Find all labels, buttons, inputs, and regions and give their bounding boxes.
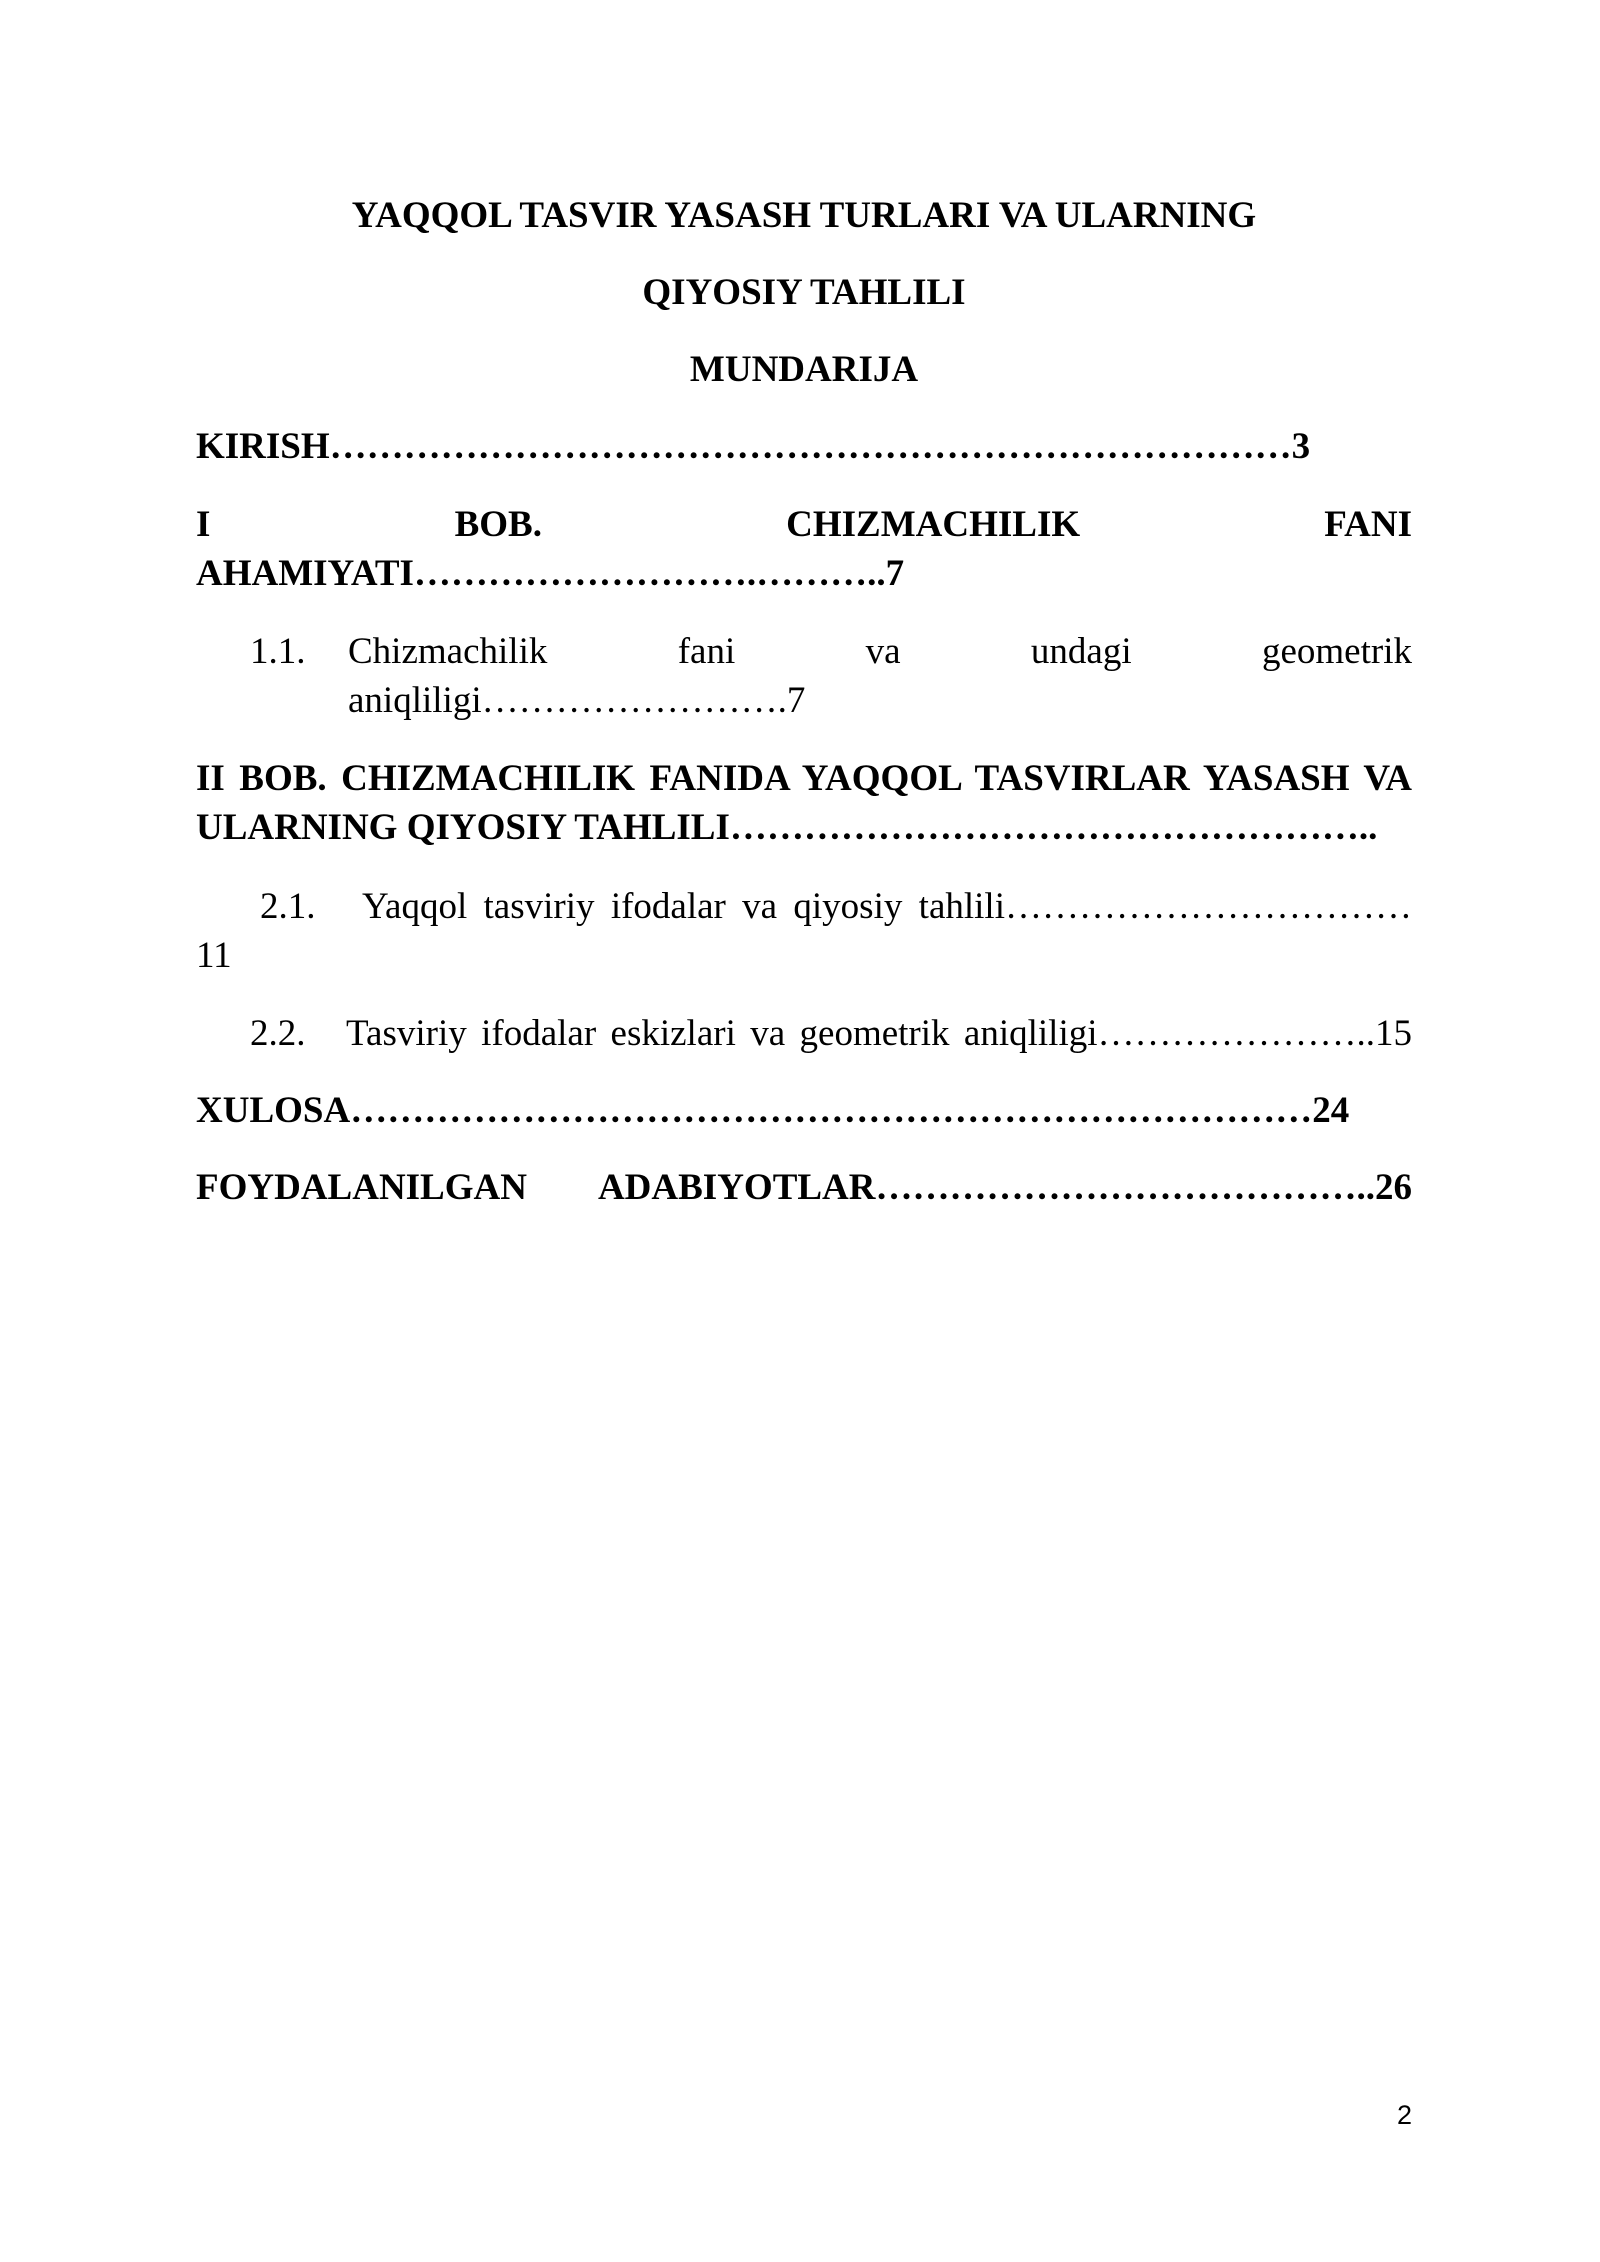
toc-entry-bob1-line2: AHAMIYATI……………………….………..7 bbox=[196, 553, 905, 594]
toc-word: I bbox=[196, 504, 211, 545]
toc-entry-xulosa: XULOSA……………………………………………………………………24 bbox=[196, 1090, 1350, 1131]
toc-heading: MUNDARIJA bbox=[689, 349, 919, 390]
toc-section-number: 1.1. bbox=[250, 631, 306, 672]
toc-entry-1-1-line2: aniqliligi…………………….7 bbox=[348, 680, 806, 721]
page-number: 2 bbox=[1396, 2100, 1412, 2130]
toc-entry-bob1-line1 bbox=[196, 500, 1412, 549]
toc-word: undagi bbox=[1030, 631, 1132, 672]
toc-word: fani bbox=[677, 631, 736, 672]
toc-section-number: 2.1. bbox=[260, 886, 316, 927]
toc-entry-1-1-line1 bbox=[348, 627, 1412, 676]
toc-word: CHIZMACHILIK bbox=[786, 504, 1081, 545]
toc-entry-adabiyotlar: FOYDALANILGAN ADABIYOTLAR…………………………………..26 bbox=[196, 1167, 1412, 1208]
toc-entry-2-1-line1: Yaqqol tasviriy ifodalar va qiyosiy tahlili…………………………… bbox=[362, 886, 1412, 927]
document-title-line1: YAQQOL TASVIR YASASH TURLARI VA ULARNING bbox=[351, 195, 1257, 236]
toc-entry-kirish: KIRISH……………………………………………………………………3 bbox=[196, 426, 1311, 467]
toc-word: BOB. bbox=[454, 504, 542, 545]
toc-section-number: 2.2. bbox=[250, 1013, 306, 1054]
document-title-line2: QIYOSIY TAHLILI bbox=[642, 272, 966, 313]
toc-word: va bbox=[865, 631, 901, 672]
toc-word: FANI bbox=[1324, 504, 1412, 545]
toc-entry-2-2: Tasviriy ifodalar eskizlari va geometrik aniqliligi…………………..15 bbox=[346, 1013, 1412, 1054]
toc-word: geometrik bbox=[1261, 631, 1412, 672]
toc-entry-bob2-line2: ULARNING QIYOSIY TAHLILI…………………………………………….. bbox=[196, 807, 1378, 848]
toc-entry-bob2-line1: II BOB. CHIZMACHILIK FANIDA YAQQOL TASVIRLAR YASASH VA bbox=[196, 758, 1412, 799]
toc-entry-2-1-page: 11 bbox=[196, 935, 232, 976]
toc-word: Chizmachilik bbox=[348, 631, 548, 672]
